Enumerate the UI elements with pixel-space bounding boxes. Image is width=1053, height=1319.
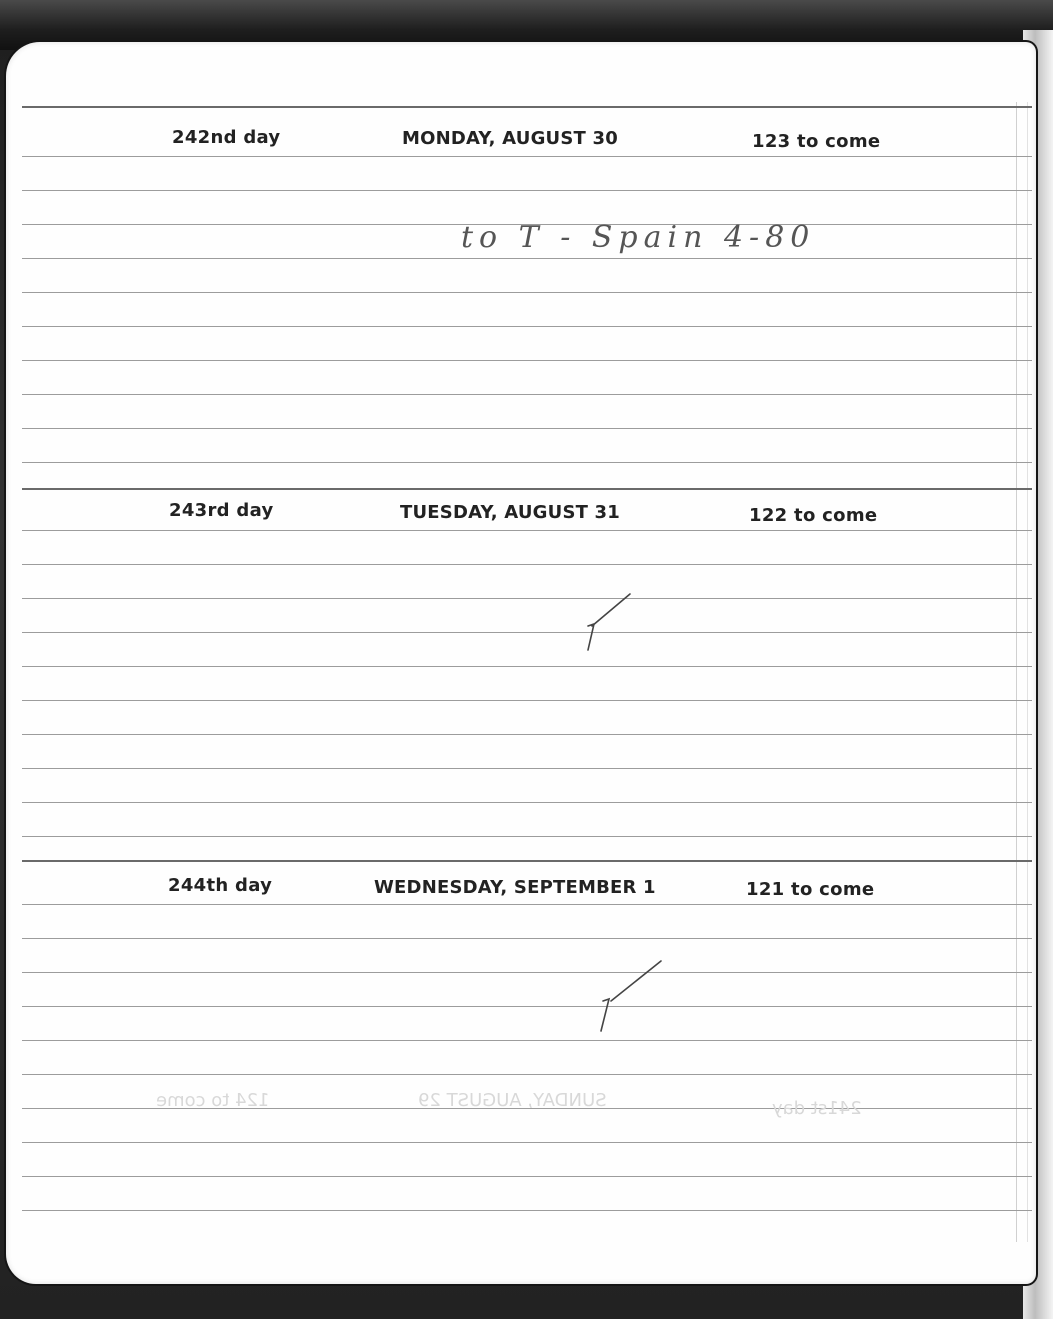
ruled-line xyxy=(22,564,1032,565)
ruled-line xyxy=(22,190,1032,191)
days-remaining: 122 to come xyxy=(749,505,878,526)
entry-date: TUESDAY, AUGUST 31 xyxy=(400,502,621,523)
ghost-day: 241st day xyxy=(772,1098,862,1119)
diary-page xyxy=(6,42,1036,1284)
ruled-line xyxy=(22,1006,1032,1007)
ruled-line xyxy=(22,734,1032,735)
ruled-line xyxy=(22,1210,1032,1211)
day-number: 244th day xyxy=(168,875,273,896)
ruled-line xyxy=(22,530,1032,531)
handwritten-note: to T - Spain 4-80 xyxy=(461,220,816,255)
ruled-line xyxy=(22,700,1032,701)
ruled-line xyxy=(22,462,1032,463)
ruled-line xyxy=(22,360,1032,361)
ruled-line xyxy=(22,972,1032,973)
check-mark-icon xyxy=(578,590,638,656)
days-remaining: 123 to come xyxy=(752,131,881,152)
ruled-line xyxy=(22,1074,1032,1075)
ruled-line xyxy=(22,904,1032,905)
entry-date: MONDAY, AUGUST 30 xyxy=(402,128,618,149)
day-number: 242nd day xyxy=(172,127,281,148)
ghost-remaining: 124 to come xyxy=(156,1090,270,1111)
ruled-line xyxy=(22,106,1032,108)
ruled-line xyxy=(22,156,1032,157)
ruled-line xyxy=(22,938,1032,939)
ruled-line xyxy=(22,1176,1032,1177)
ruled-line xyxy=(22,488,1032,490)
ruled-line xyxy=(22,326,1032,327)
day-number: 243rd day xyxy=(169,500,274,521)
ruled-line xyxy=(22,1040,1032,1041)
ruled-line xyxy=(22,632,1032,633)
ruled-line xyxy=(22,802,1032,803)
ruled-line xyxy=(22,292,1032,293)
entry-date: WEDNESDAY, SEPTEMBER 1 xyxy=(374,877,656,898)
ghost-date: SUNDAY, AUGUST 29 xyxy=(418,1090,607,1111)
ruled-line xyxy=(22,768,1032,769)
days-remaining: 121 to come xyxy=(746,879,875,900)
ruled-line xyxy=(22,666,1032,667)
page-fold xyxy=(1016,102,1028,1242)
ruled-line xyxy=(22,836,1032,837)
ruled-line xyxy=(22,598,1032,599)
ruled-line xyxy=(22,428,1032,429)
ruled-line xyxy=(22,860,1032,862)
check-mark-icon xyxy=(591,957,667,1037)
ruled-line xyxy=(22,1142,1032,1143)
ruled-line xyxy=(22,258,1032,259)
ruled-line xyxy=(22,394,1032,395)
